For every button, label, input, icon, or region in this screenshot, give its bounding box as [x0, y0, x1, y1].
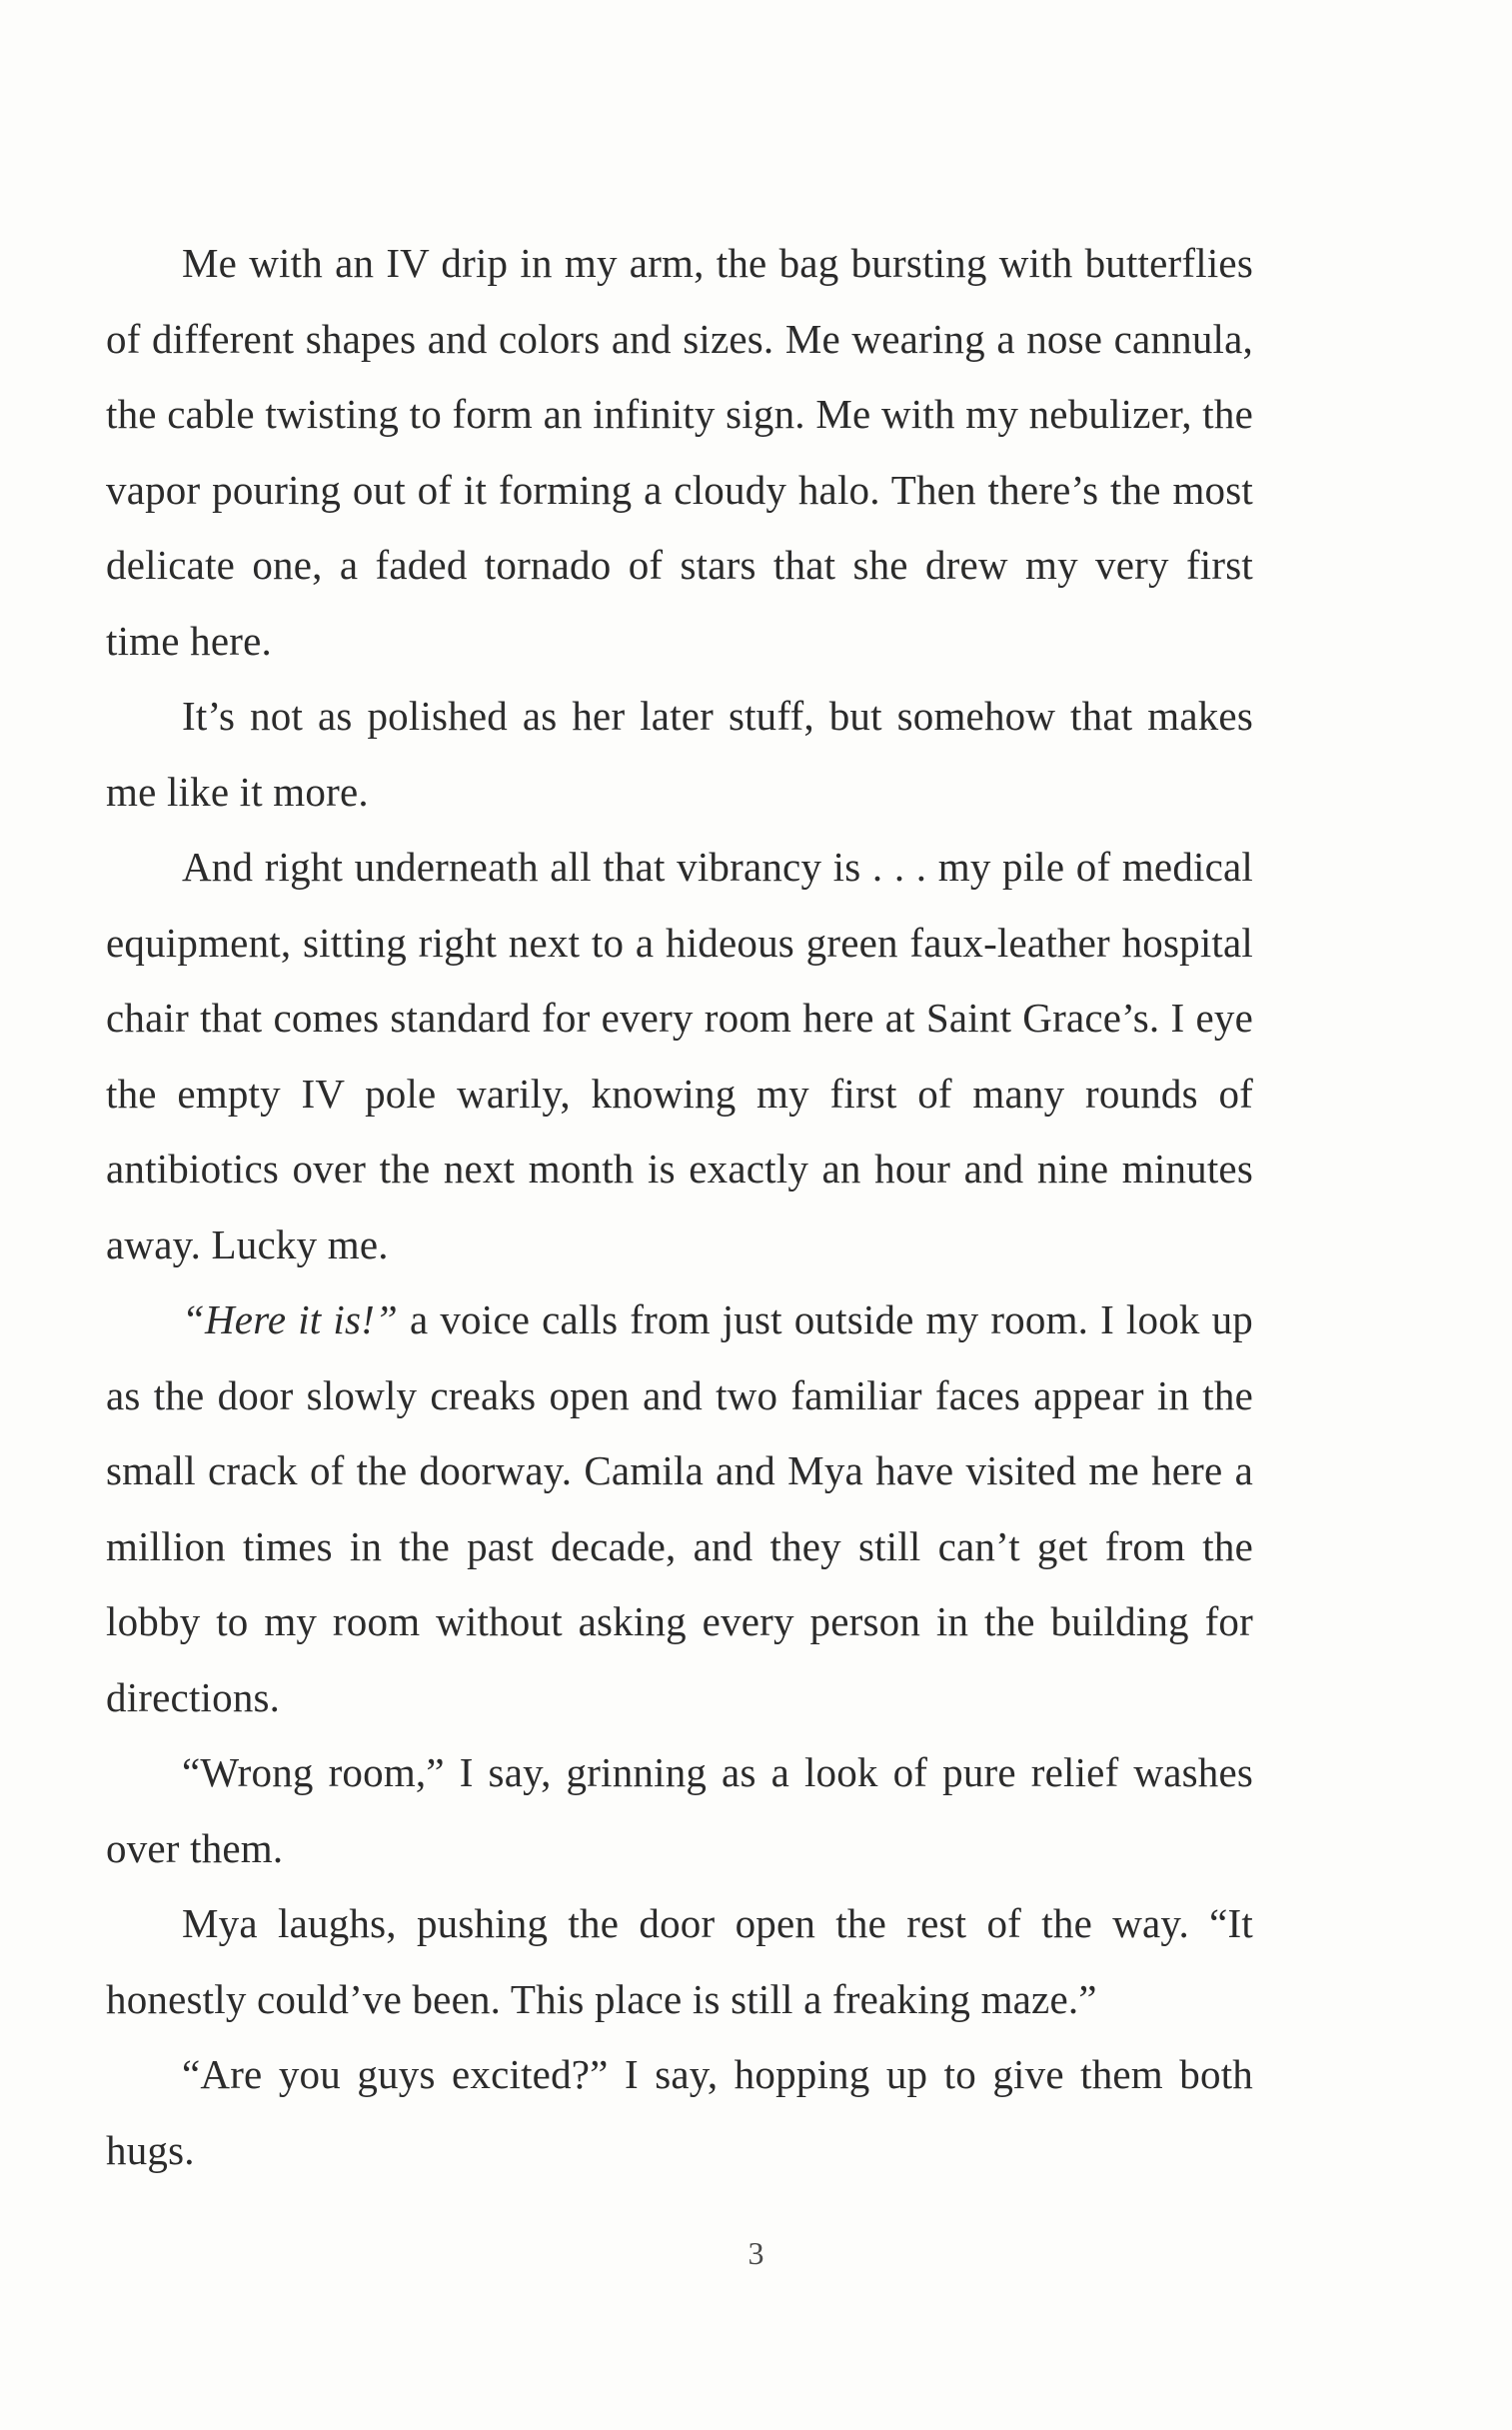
page-body	[106, 226, 1253, 2188]
paragraph-4-quote: “Here it is!”	[182, 1296, 398, 1342]
paragraph-3: And right underneath all that vibrancy is . . . my pile of medical equipment, sitting right next to a hideous green faux-leather hospital chair that comes standard for every room here at Saint Grace’s. I eye the empty IV pole warily, knowing my first of many rounds of antibiotics over the next month is exactly an hour and nine minutes away. Lucky me.	[106, 844, 1253, 1267]
paragraph-4-text: a voice calls from just outside my room. I look up as the door slowly creaks open and two familiar faces appear in the small crack of the doorway. Camila and Mya have visited me here a million times in the past decade, and they still can’t get from the lobby to my room without asking every person in the building for directions.	[106, 1296, 1253, 1720]
paragraph-5: “Wrong room,” I say, grinning as a look of pure relief washes over them.	[106, 1749, 1253, 1871]
page-number: 3	[748, 2235, 764, 2271]
paragraph-2: It’s not as polished as her later stuff, but somehow that makes me like it more.	[106, 693, 1253, 815]
paragraph-7: “Are you guys excited?” I say, hopping up to give them both hugs.	[106, 2051, 1253, 2173]
paragraph-6: Mya laughs, pushing the door open the rest of the way. “It honestly could’ve been. This place is still a freaking maze.”	[106, 1900, 1253, 2022]
paragraph-1: Me with an IV drip in my arm, the bag bursting with butterflies of different shapes and colors and sizes. Me wearing a nose cannula, the cable twisting to form an infinity sign. Me with my nebulizer, the vapor pouring out of it forming a cloudy halo. Then there’s the most delicate one, a faded tornado of stars that she drew my very first time here.	[106, 240, 1253, 664]
paragraph-4	[106, 1282, 1253, 1735]
